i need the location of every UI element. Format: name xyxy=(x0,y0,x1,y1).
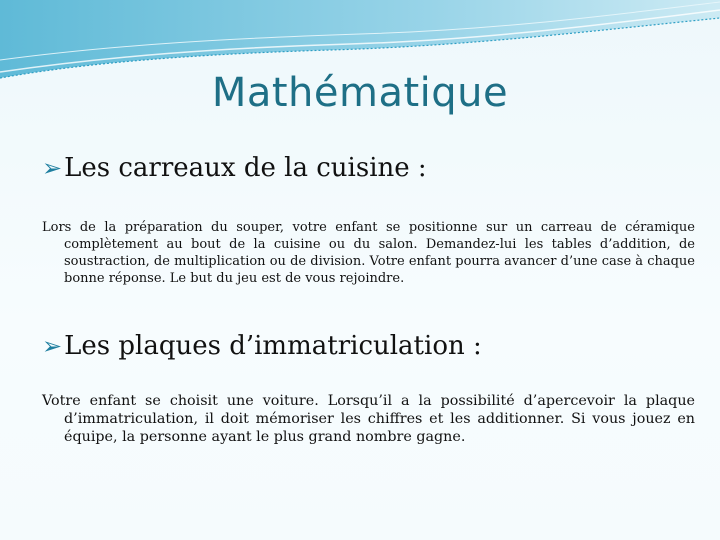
section-body-kitchen-tiles: Lors de la préparation du souper, votre enfant se positionne sur un carreau de céramique complètement au bout de la cuisine ou du salon. Demandez-lui les tables d’addition, de soustraction, de multiplication ou de division. Votre enfant pourra avancer d’une case à chaque bonne réponse. Le but du jeu est de vous rejoindre. xyxy=(42,220,695,286)
arrow-bullet-icon: ➢ xyxy=(42,154,63,182)
section-heading-text: Les carreaux de la cuisine : xyxy=(64,153,427,183)
arrow-bullet-icon: ➢ xyxy=(42,332,63,360)
section-body-license-plates: Votre enfant se choisit une voiture. Lorsqu’il a la possibilité d’apercevoir la plaque d’immatriculation, il doit mémoriser les chiffres et les additionner. Si vous jouez en équipe, la personne ayant le plus grand nombre gagne. xyxy=(42,393,695,445)
slide-title: Mathématique xyxy=(211,70,509,116)
section-heading-kitchen-tiles xyxy=(42,153,427,183)
section-heading-text: Les plaques d’immatriculation : xyxy=(64,331,482,361)
section-heading-license-plates xyxy=(42,331,482,361)
